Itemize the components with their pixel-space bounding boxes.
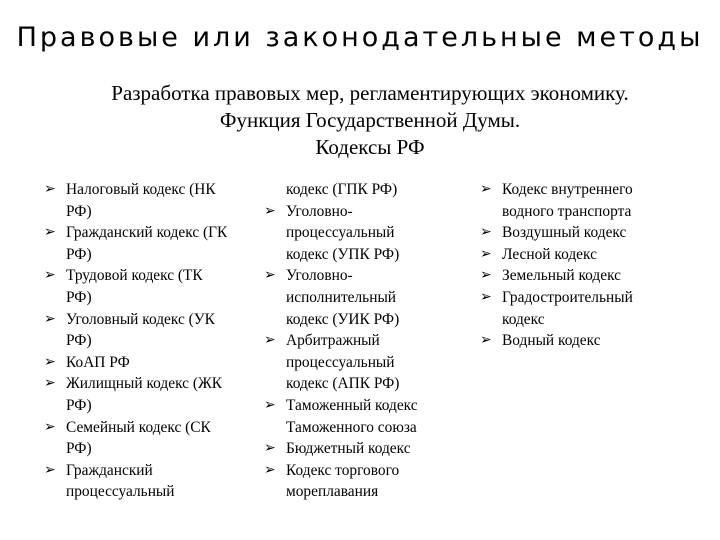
arrow-bullet-icon: ➢	[44, 461, 56, 478]
list-item	[44, 309, 264, 352]
arrow-bullet-icon: ➢	[264, 461, 276, 478]
arrow-bullet-icon: ➢	[480, 181, 492, 197]
list-item	[44, 417, 264, 460]
list-item	[264, 265, 454, 330]
arrow-bullet-icon: ➢	[44, 181, 56, 197]
list-item-line: кодекс	[502, 310, 545, 328]
list-item-line: кодекс (ГПК РФ)	[286, 181, 398, 198]
list-item-line: водного транспорта	[502, 202, 632, 220]
subtitle-line-1: Разработка правовых мер, регламентирующих экономику.	[111, 81, 629, 105]
arrow-bullet-icon: ➢	[44, 310, 56, 327]
list-item	[44, 460, 264, 503]
arrow-bullet-icon: ➢	[264, 440, 276, 457]
list-item	[264, 438, 454, 460]
list-item	[44, 352, 264, 374]
arrow-bullet-icon: ➢	[44, 224, 56, 241]
list-item-line: Уголовно-	[286, 267, 353, 285]
list-item-line: РФ)	[66, 332, 92, 350]
list-item	[480, 265, 680, 287]
list-item	[264, 179, 454, 201]
list-item-line: Лесной кодекс	[502, 245, 597, 263]
list-item-line: кодекс (АПК РФ)	[286, 375, 400, 393]
list-item-line: Уголовно-	[286, 202, 353, 220]
list-item-line: процессуальный	[286, 224, 395, 242]
arrow-bullet-icon: ➢	[264, 332, 276, 349]
slide-title: Правовые или законодательные методы	[16, 22, 704, 53]
list-item	[264, 395, 454, 438]
list-item-line: кодекс (УИК РФ)	[286, 310, 400, 328]
codes-list-column-3	[480, 179, 680, 352]
list-item-line: мореплавания	[286, 483, 379, 501]
codes-list-column-1	[44, 179, 264, 503]
list-item	[480, 179, 680, 222]
list-item	[44, 373, 264, 416]
list-item-line: Уголовный кодекс (УК	[66, 310, 215, 328]
list-item-line: Таможенный кодекс	[286, 396, 418, 414]
arrow-bullet-icon: ➢	[480, 288, 492, 305]
arrow-bullet-icon: ➢	[44, 353, 56, 370]
list-item-line: процессуальный	[286, 353, 395, 371]
list-item	[264, 330, 454, 395]
subtitle	[40, 80, 700, 161]
list-item-line: Гражданский	[66, 461, 153, 479]
arrow-bullet-icon: ➢	[480, 332, 492, 349]
list-item-line: Кодекс торгового	[286, 461, 400, 479]
arrow-bullet-icon: ➢	[264, 202, 276, 219]
list-item-line: Трудовой кодекс (ТК	[66, 267, 203, 285]
list-item-line: РФ)	[66, 440, 92, 458]
list-item-line: Арбитражный	[286, 332, 380, 350]
list-item	[480, 244, 680, 266]
list-item	[480, 222, 680, 244]
list-item-line: Гражданский кодекс (ГК	[66, 224, 228, 242]
list-item-line: процессуальный	[66, 483, 175, 501]
arrow-bullet-icon: ➢	[480, 245, 492, 262]
list-item-line: Водный кодекс	[502, 332, 601, 350]
list-item-line: Земельный кодекс	[502, 267, 622, 285]
list-item-line: РФ)	[66, 396, 92, 414]
list-item-line: кодекс (УПК РФ)	[286, 245, 400, 263]
list-item	[44, 179, 264, 222]
list-item-line: Таможенного союза	[286, 418, 417, 436]
list-item-line: Воздушный кодекс	[502, 224, 627, 242]
list-item-line: РФ)	[66, 202, 92, 220]
subtitle-line-2: Функция Государственной Думы.	[219, 108, 521, 132]
list-item-line: Семейный кодекс (СК	[66, 418, 211, 436]
list-item	[44, 265, 264, 308]
list-item-line: Кодекс внутреннего	[502, 181, 633, 198]
list-item-line: Бюджетный кодекс	[286, 440, 411, 458]
arrow-bullet-icon: ➢	[44, 418, 56, 435]
list-item-line: Жилищный кодекс (ЖК	[66, 375, 223, 393]
arrow-bullet-icon: ➢	[480, 224, 492, 241]
arrow-bullet-icon: ➢	[264, 396, 276, 413]
list-item-line: РФ)	[66, 288, 92, 306]
codes-list-column-2	[264, 179, 454, 503]
subtitle-line-3: Кодексы РФ	[315, 135, 425, 159]
list-item-line: Градостроительный	[502, 288, 633, 306]
list-item	[480, 287, 680, 330]
list-item	[480, 330, 680, 352]
list-item	[44, 222, 264, 265]
arrow-bullet-icon: ➢	[480, 267, 492, 284]
arrow-bullet-icon: ➢	[44, 375, 56, 392]
list-item-line: КоАП РФ	[66, 353, 130, 371]
list-item	[264, 201, 454, 266]
list-item	[264, 460, 454, 503]
arrow-bullet-icon: ➢	[44, 267, 56, 284]
arrow-bullet-icon: ➢	[264, 267, 276, 284]
list-item-line: исполнительный	[286, 288, 397, 306]
list-item-line: Налоговый кодекс (НК	[66, 181, 216, 198]
list-item-line: РФ)	[66, 245, 92, 263]
